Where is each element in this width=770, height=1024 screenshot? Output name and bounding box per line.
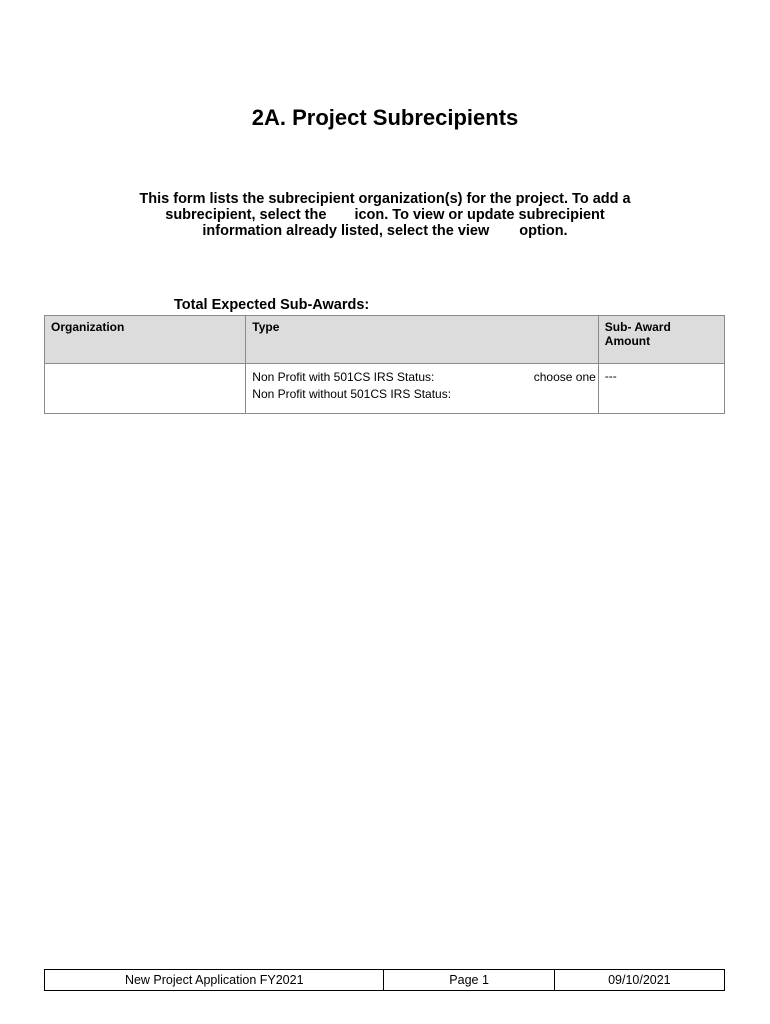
column-header-amount-line-2: Amount [604, 334, 651, 348]
organization-cell [45, 364, 246, 414]
type-choice-value: choose one [533, 370, 596, 384]
intro-line-2-start: subrecipient, select the [165, 207, 327, 223]
column-header-type: Type [246, 316, 599, 364]
column-header-organization: Organization [45, 316, 246, 364]
intro-line-3-end: option. [519, 223, 568, 239]
type-option-without-status [252, 386, 592, 403]
type-option-with-status [252, 369, 596, 386]
intro-text [110, 191, 660, 239]
type-option-with-status-label: Non Profit with 501CS IRS Status: [252, 370, 435, 384]
type-option-without-status-label: Non Profit without 501CS IRS Status: [252, 387, 452, 401]
table-row [45, 364, 725, 414]
type-cell [246, 364, 599, 414]
subrecipients-table [44, 315, 725, 414]
page-footer [44, 969, 725, 991]
intro-line-2-end: icon. To view or update subrecipient [354, 207, 605, 223]
amount-cell: --- [598, 364, 724, 414]
intro-line-1: This form lists the subrecipient organization(s) for the project. To add a [139, 191, 631, 207]
footer-row [45, 970, 725, 991]
footer-date: 09/10/2021 [554, 970, 724, 991]
column-header-amount-line-1: Sub- Award [604, 320, 671, 334]
footer-page-number: Page 1 [384, 970, 554, 991]
intro-line-2 [110, 207, 660, 223]
table-header-row [45, 316, 725, 364]
footer-application-name: New Project Application FY2021 [45, 970, 384, 991]
intro-line-3 [110, 223, 660, 239]
intro-line-3-start: information already listed, select the view [202, 223, 490, 239]
page-title: 2A. Project Subrecipients [251, 105, 519, 130]
total-expected-subawards-label: Total Expected Sub-Awards: [174, 297, 370, 313]
column-header-amount [598, 316, 724, 364]
